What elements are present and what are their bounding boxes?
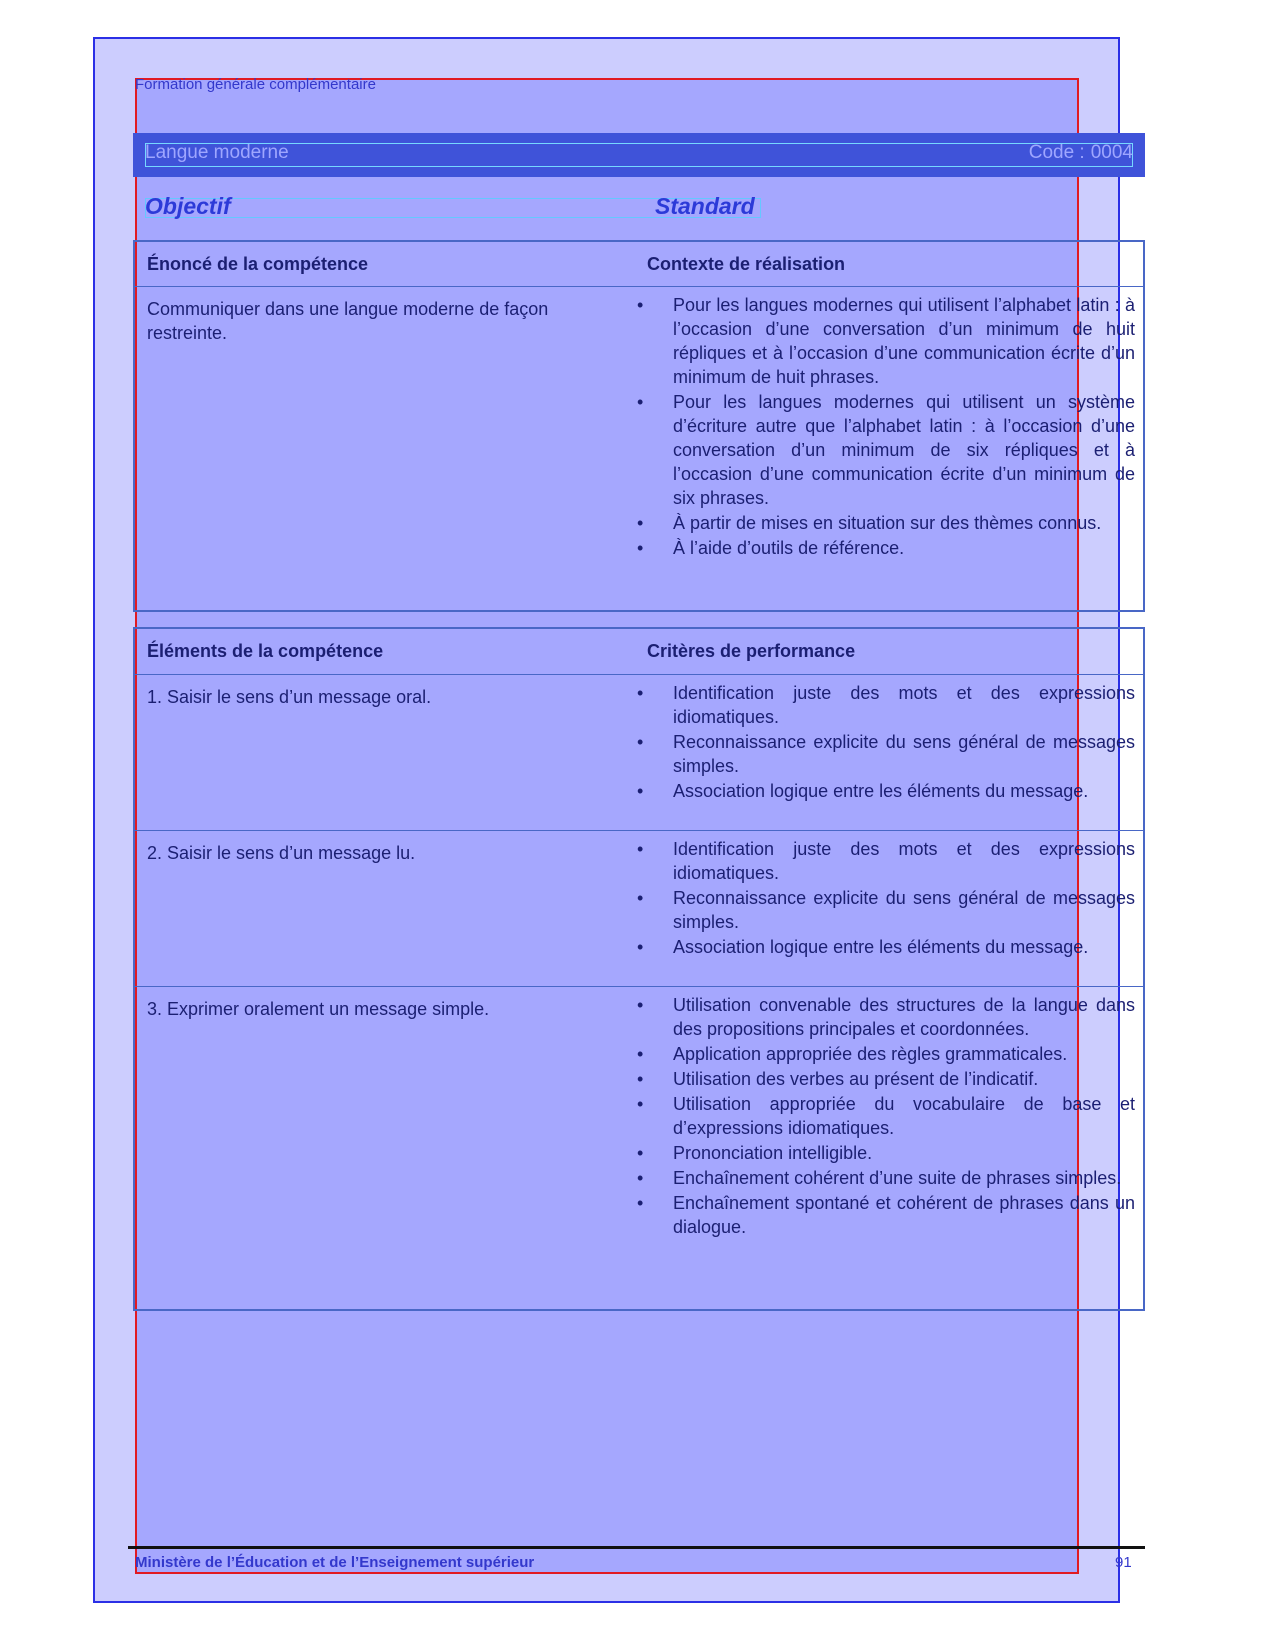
criteria-cell — [635, 675, 1143, 830]
program-header: Formation générale complémentaire — [135, 76, 376, 93]
elements-column-header: Éléments de la compétence — [147, 641, 384, 661]
criteria-item: • Application appropriée des règles grammaticales. — [635, 1042, 1135, 1066]
context-cell — [635, 287, 1143, 569]
course-title: Langue moderne — [145, 142, 289, 163]
competence-table-header — [135, 242, 1143, 287]
criteria-list — [635, 837, 1135, 959]
context-column-header: Contexte de réalisation — [647, 253, 846, 274]
statement-column-header: Énoncé de la compétence — [147, 253, 369, 274]
objectif-heading: Objectif — [145, 193, 231, 219]
criteria-cell — [635, 831, 1143, 986]
element-row-3 — [135, 987, 1143, 1248]
criteria-cell — [635, 987, 1143, 1248]
element-text: 3. Exprimer oralement un message simple. — [147, 999, 490, 1019]
elements-table — [133, 627, 1145, 1311]
course-title-band — [133, 133, 1145, 177]
footer-rule — [128, 1546, 1145, 1549]
criteria-item: • Prononciation intelligible. — [635, 1141, 1135, 1165]
criteria-item: • Utilisation convenable des structures de la langue dans des propositions principales et coordonnées. — [635, 993, 1135, 1041]
element-row-1 — [135, 675, 1143, 831]
course-code — [1029, 142, 1133, 164]
criteria-list — [635, 993, 1135, 1239]
competence-row — [135, 287, 1143, 569]
competence-statement: Communiquer dans une langue moderne de façon restreinte. — [147, 299, 549, 343]
criteria-list — [635, 681, 1135, 803]
criteria-item: • Reconnaissance explicite du sens général de messages simples. — [635, 886, 1135, 934]
criteria-item: • Reconnaissance explicite du sens général de messages simples. — [635, 730, 1135, 778]
elements-table-header — [135, 629, 1143, 675]
element-row-2 — [135, 831, 1143, 987]
context-list — [635, 293, 1135, 560]
context-item: • Pour les langues modernes qui utilisent un système d’écriture autre que l’alphabet latin : à l’occasion d’une conversation d’un minimum de six répliques et à l’occasion d’une communication écrite d’un minimum de six phrases. — [635, 390, 1135, 510]
criteria-item: • Utilisation des verbes au présent de l’indicatif. — [635, 1067, 1135, 1091]
footer-ministry: Ministère de l’Éducation et de l’Enseignement supérieur — [135, 1554, 535, 1571]
criteria-item: • Association logique entre les éléments du message. — [635, 779, 1135, 803]
criteria-item: • Identification juste des mots et des expressions idiomatiques. — [635, 837, 1135, 885]
criteria-item: • Utilisation appropriée du vocabulaire de base et d’expressions idiomatiques. — [635, 1092, 1135, 1140]
band-outline — [145, 143, 1133, 167]
context-item: • Pour les langues modernes qui utilisent l’alphabet latin : à l’occasion d’une conversation d’un minimum de huit répliques et à l’occasion d’une communication écrite d’un minimum de huit phrases. — [635, 293, 1135, 389]
element-text: 1. Saisir le sens d’un message oral. — [147, 687, 432, 707]
criteria-item: • Association logique entre les éléments du message. — [635, 935, 1135, 959]
element-text: 2. Saisir le sens d’un message lu. — [147, 843, 416, 863]
criteria-item: • Identification juste des mots et des expressions idiomatiques. — [635, 681, 1135, 729]
standard-heading: Standard — [655, 193, 755, 219]
context-item: • À l’aide d’outils de référence. — [635, 536, 1135, 560]
criteria-item: • Enchaînement cohérent d’une suite de phrases simples. — [635, 1166, 1135, 1190]
criteria-item: • Enchaînement spontané et cohérent de phrases dans un dialogue. — [635, 1191, 1135, 1239]
page-number: 91 — [1115, 1554, 1132, 1571]
code-label: Code : — [1028, 142, 1085, 163]
code-value: 0004 — [1090, 142, 1133, 163]
context-item: • À partir de mises en situation sur des thèmes connus. — [635, 511, 1135, 535]
competence-table — [133, 240, 1145, 612]
criteria-column-header: Critères de performance — [647, 641, 856, 661]
